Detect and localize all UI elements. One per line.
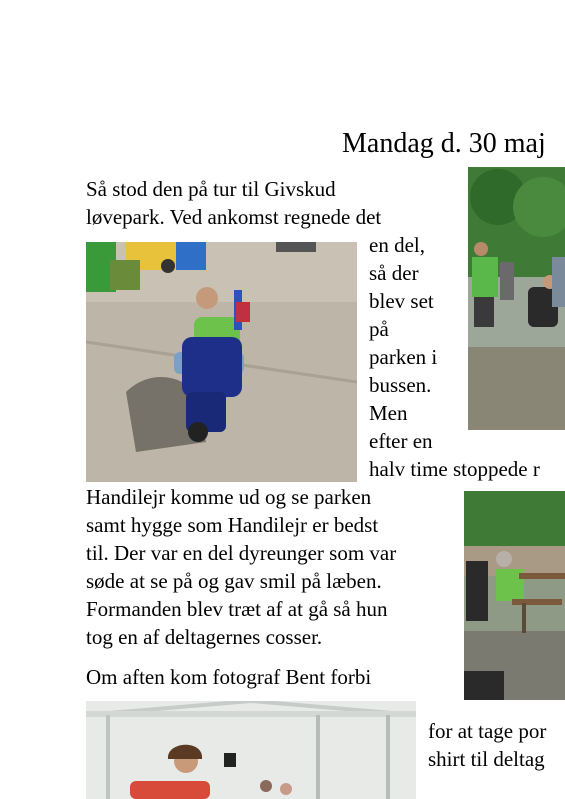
- text-line: Men: [369, 401, 408, 425]
- text-line: Formanden blev træt af at gå så hun: [86, 597, 388, 621]
- photo-group-standing: [468, 167, 565, 430]
- page-heading: Mandag d. 30 maj: [342, 128, 546, 159]
- text-line: søde at se på og gav smil på læben.: [86, 569, 382, 593]
- text-line: blev set: [369, 289, 434, 313]
- text-line: til. Der var en del dyreunger som var: [86, 541, 397, 565]
- text-line: så der: [369, 261, 419, 285]
- text-line: tog en af deltagernes cosser.: [86, 625, 323, 649]
- photo-tent: [86, 701, 416, 799]
- text-line: for at tage por: [428, 719, 547, 743]
- text-line: samt hygge som Handilejr er bedst: [86, 513, 379, 537]
- text-line: Så stod den på tur til Givskud: [86, 177, 336, 201]
- photo-scooter: [86, 242, 357, 482]
- text-line: parken i: [369, 345, 438, 369]
- text-line: løvepark. Ved ankomst regnede det: [86, 205, 382, 229]
- text-line: bussen.: [369, 373, 432, 397]
- text-line: en del,: [369, 233, 425, 257]
- text-line: Handilejr komme ud og se parken: [86, 485, 372, 509]
- text-line: på: [369, 317, 389, 341]
- text-line: halv time stoppede r: [369, 457, 540, 481]
- text-line: efter en: [369, 429, 433, 453]
- text-line: Om aften kom fotograf Bent forbi: [86, 665, 372, 689]
- text-line: shirt til deltag: [428, 747, 545, 771]
- photo-benches: [464, 491, 565, 700]
